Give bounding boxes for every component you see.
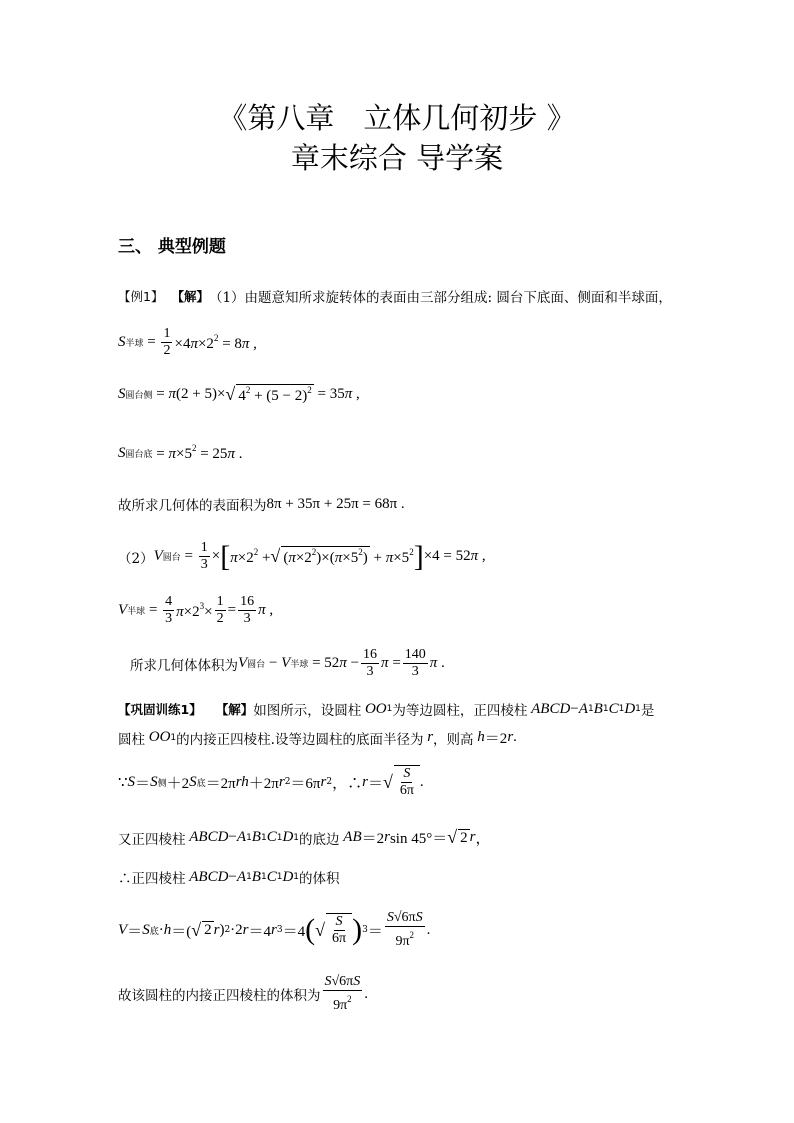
total-area-sentence: 故所求几何体的表面积为 8π + 35π + 25π = 68π . [118,495,405,514]
practice1-conclusion: 故该圆柱的内接正四棱柱的体积为 $\frac{S√6\pi S}{9\pi^2}$ . [118,974,369,1013]
practice1-line1: 【巩固训练1】 【解】 如图所示，设圆柱 OO 1 为等边圆柱，正四棱柱 ABCD − A 1 B 1 C 1 D 1 是 [118,700,655,719]
formula-frustum-side-area: S 圆台侧 = π(2 + 5)× √ $4^2 + (5 - 2)^2$ = 35π , [118,384,360,404]
section-heading: 三、 典型例题 [118,237,226,257]
formula-frustum-volume: （2） V 圆台 = $\frac{1}{3}$ × [ $\pi\times 2^2$ + √ $(\pi\times 2^2)\times(\pi\times 5^2)$ + $\pi\times 5^2$ ] ×4 = 52π , [118,539,486,573]
formula-frustum-base-area: S 圆台底 = $\pi\times 5^2 = 25\pi$ . [118,443,243,462]
formula-half-sphere-volume: V 半球 = $\frac{4}{3}$ $\pi\times 2^3\times$ $\frac{1}{2}$ = $\frac{16}{3}$ π , [118,594,274,626]
result-volume-sentence: 所求几何体体积为 V 圆台 − V 半球 = 52π − $\frac{16}{3}$ π = $\frac{140}{3}$ π . [130,647,445,679]
practice1-base-edge: 又正四棱柱 ABCD − A 1 B 1 C 1 D 1 的底边 AB ＝2 r sin 45°＝ √ 2 r ， [118,827,491,848]
document-title-line1: 《第八章 立体几何初步 》 [218,101,576,135]
formula-half-sphere-area: S 半球 = $\frac{1}{2}$ $\times 4\pi\times 2^2 = 8\pi$ , [118,326,257,358]
document-title-line2: 章末综合 导学案 [290,141,504,175]
example1-intro: 【例1】 【解】 （1）由题意知所求旋转体的表面由三部分组成: 圆台下底面、侧面和半球面， [118,289,672,306]
practice1-volume-formula: V ＝ S 底 · h ＝( √ 2 r ) 2 ·2 r ＝4 r 3 ＝4 ( √ $\frac{S}{6\pi}$ ) 3 ＝ $\frac{S√6\pi S}{9\pi^2}$ . [118,910,431,949]
practice1-volume-intro: ∴正四棱柱 ABCD − A 1 B 1 C 1 D 1 的体积 [118,868,340,887]
practice1-line2: 圆柱 OO 1 的内接正四棱柱.设等边圆柱的底面半径为 r ，则高 h ＝2 r . [118,729,517,748]
practice1-surface-formula: ∵ S ＝ S 侧 ＋2 S 底 ＝2π rh ＋2π r 2 ＝6π r 2 ，∴ r ＝ √ $\frac{S}{6\pi}$ . [118,766,424,798]
